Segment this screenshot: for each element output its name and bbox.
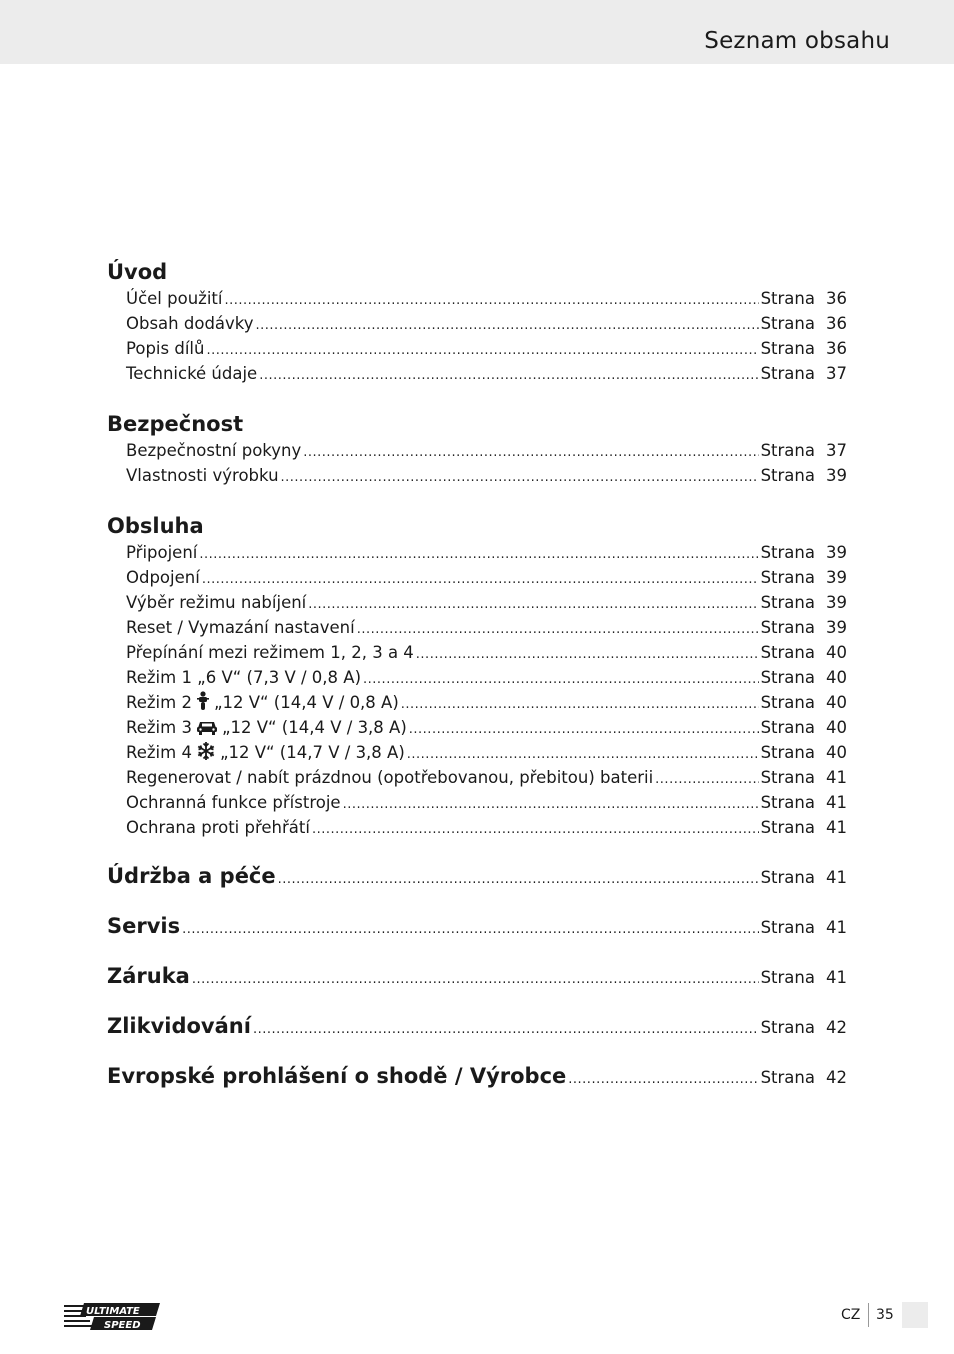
page-number: 41 xyxy=(826,818,847,837)
entry-label: Připojení xyxy=(126,543,198,562)
entry-label: Bezpečnostní pokyny xyxy=(126,441,302,460)
section-heading: Záruka xyxy=(107,964,190,988)
strana-label: Strana xyxy=(760,364,815,383)
page-number-footer: 35 xyxy=(876,1307,894,1323)
strana-label: Strana xyxy=(760,968,815,987)
toc-entry[interactable] xyxy=(107,615,847,640)
svg-text:ULTIMATE: ULTIMATE xyxy=(86,1306,140,1317)
dot-leader xyxy=(416,642,759,667)
entry-label: Popis dílů xyxy=(126,339,205,358)
page-number: 41 xyxy=(826,918,847,937)
dot-leader xyxy=(281,465,759,490)
dot-leader xyxy=(568,1066,758,1094)
dot-leader xyxy=(253,1016,759,1044)
entry-label: Režim 1 „6 V“ (7,3 V / 0,8 A) xyxy=(126,668,362,687)
page-number: 37 xyxy=(826,441,847,460)
toc-major-prohlaseni[interactable] xyxy=(107,1062,847,1090)
dot-leader xyxy=(202,567,759,592)
page-number: 39 xyxy=(826,568,847,587)
dot-leader xyxy=(259,363,758,388)
dot-leader xyxy=(401,692,759,717)
table-of-contents xyxy=(107,258,847,1112)
page-number: 36 xyxy=(826,339,847,358)
page-number: 42 xyxy=(826,1068,847,1087)
entry-label xyxy=(126,715,407,743)
section-heading: Obsluha xyxy=(107,514,204,538)
toc-entry[interactable] xyxy=(107,690,847,715)
motorcycle-icon xyxy=(196,691,210,718)
section-heading: Údržba a péče xyxy=(107,864,276,888)
strana-label: Strana xyxy=(760,618,815,637)
dot-leader xyxy=(224,288,758,313)
strana-label: Strana xyxy=(760,643,815,662)
entry-list xyxy=(107,540,847,840)
toc-major-zaruka[interactable] xyxy=(107,962,847,990)
toc-entry[interactable] xyxy=(107,790,847,815)
ultimate-speed-logo xyxy=(64,1302,162,1332)
page-number: 42 xyxy=(826,1018,847,1037)
page-number: 40 xyxy=(826,693,847,712)
page-number: 40 xyxy=(826,718,847,737)
dot-leader xyxy=(409,717,759,742)
toc-entry[interactable] xyxy=(107,286,847,311)
section-heading: Úvod xyxy=(107,260,168,284)
strana-label: Strana xyxy=(760,918,815,937)
strana-label: Strana xyxy=(760,768,815,787)
entry-label: Vlastnosti výrobku xyxy=(126,466,279,485)
strana-label: Strana xyxy=(760,818,815,837)
toc-major-servis[interactable] xyxy=(107,912,847,940)
dot-leader xyxy=(278,866,759,894)
entry-list xyxy=(107,286,847,386)
dot-leader xyxy=(357,617,759,642)
entry-label xyxy=(126,740,405,768)
toc-entry[interactable] xyxy=(107,765,847,790)
snowflake-icon xyxy=(196,741,216,768)
entry-label: Účel použití xyxy=(126,289,223,308)
dot-leader xyxy=(303,440,758,465)
strana-label: Strana xyxy=(760,466,815,485)
mode-spec: „12 V“ (14,4 V / 0,8 A) xyxy=(213,693,399,712)
section-heading: Zlikvidování xyxy=(107,1014,251,1038)
dot-leader xyxy=(308,592,758,617)
toc-entry[interactable] xyxy=(107,740,847,765)
dot-leader xyxy=(363,667,759,692)
mode-label: Režim 3 xyxy=(126,718,192,737)
strana-label: Strana xyxy=(760,718,815,737)
footer-tab-marker xyxy=(902,1302,928,1328)
section-heading: Evropské prohlášení o shodě / Výrobce xyxy=(107,1064,567,1088)
toc-entry[interactable] xyxy=(107,590,847,615)
svg-text:SPEED: SPEED xyxy=(104,1320,141,1331)
strana-label: Strana xyxy=(760,593,815,612)
entry-label: Technické údaje xyxy=(126,364,258,383)
strana-label: Strana xyxy=(760,543,815,562)
toc-section-bezpecnost xyxy=(107,410,847,488)
toc-entry[interactable] xyxy=(107,665,847,690)
strana-label: Strana xyxy=(760,693,815,712)
page-number: 41 xyxy=(826,868,847,887)
entry-label: Reset / Vymazání nastavení xyxy=(126,618,355,637)
mode-label: Režim 4 xyxy=(126,743,192,762)
dot-leader xyxy=(256,313,759,338)
page-number: 41 xyxy=(826,768,847,787)
page-number: 41 xyxy=(826,793,847,812)
entry-label: Regenerovat / nabít prázdnou (opotřebovanou, přebitou) baterii xyxy=(126,768,654,787)
toc-major-zlikvidovani[interactable] xyxy=(107,1012,847,1040)
toc-entry[interactable] xyxy=(107,715,847,740)
strana-label: Strana xyxy=(760,1068,815,1087)
page-number: 39 xyxy=(826,593,847,612)
mode-spec: „12 V“ (14,7 V / 3,8 A) xyxy=(219,743,405,762)
entry-label: Odpojení xyxy=(126,568,200,587)
page-number: 36 xyxy=(826,314,847,333)
dot-leader xyxy=(343,792,759,817)
page-number: 41 xyxy=(826,968,847,987)
dot-leader xyxy=(199,542,758,567)
toc-section-obsluha xyxy=(107,512,847,840)
strana-label: Strana xyxy=(760,668,815,687)
strana-label: Strana xyxy=(760,441,815,460)
strana-label: Strana xyxy=(760,339,815,358)
page-title: Seznam obsahu xyxy=(704,28,890,54)
section-heading: Servis xyxy=(107,914,181,938)
toc-entry[interactable] xyxy=(107,815,847,840)
toc-entry[interactable] xyxy=(107,640,847,665)
toc-section-uvod xyxy=(107,258,847,386)
strana-label: Strana xyxy=(760,314,815,333)
strana-label: Strana xyxy=(760,868,815,887)
dot-leader xyxy=(182,916,758,944)
entry-list xyxy=(107,438,847,488)
page-number: 36 xyxy=(826,289,847,308)
toc-entry[interactable] xyxy=(107,336,847,361)
header-band xyxy=(0,0,954,64)
toc-entry[interactable] xyxy=(107,463,847,488)
entry-label: Výběr režimu nabíjení xyxy=(126,593,307,612)
entry-label: Ochranná funkce přístroje xyxy=(126,793,341,812)
entry-label: Přepínání mezi režimem 1, 2, 3 a 4 xyxy=(126,643,414,662)
toc-entry[interactable] xyxy=(107,540,847,565)
dot-leader xyxy=(192,966,759,994)
entry-label xyxy=(126,690,399,718)
section-heading: Bezpečnost xyxy=(107,412,244,436)
toc-entry[interactable] xyxy=(107,438,847,463)
dot-leader xyxy=(407,742,759,767)
page-number: 39 xyxy=(826,618,847,637)
language-code: CZ xyxy=(841,1307,861,1323)
entry-label: Obsah dodávky xyxy=(126,314,254,333)
page-number: 39 xyxy=(826,466,847,485)
footer-divider xyxy=(868,1303,869,1327)
mode-label: Režim 2 xyxy=(126,693,192,712)
toc-entry[interactable] xyxy=(107,311,847,336)
strana-label: Strana xyxy=(760,289,815,308)
page-number: 37 xyxy=(826,364,847,383)
toc-major-udrzba[interactable] xyxy=(107,862,847,890)
strana-label: Strana xyxy=(760,1018,815,1037)
entry-label: Ochrana proti přehřátí xyxy=(126,818,310,837)
toc-entry[interactable] xyxy=(107,565,847,590)
toc-entry[interactable] xyxy=(107,361,847,386)
dot-leader xyxy=(312,817,759,842)
page-number: 40 xyxy=(826,743,847,762)
dot-leader xyxy=(206,338,758,363)
mode-spec: „12 V“ (14,4 V / 3,8 A) xyxy=(221,718,407,737)
page-number: 40 xyxy=(826,668,847,687)
strana-label: Strana xyxy=(760,568,815,587)
dot-leader xyxy=(655,767,758,792)
page-number: 40 xyxy=(826,643,847,662)
strana-label: Strana xyxy=(760,793,815,812)
page-number: 39 xyxy=(826,543,847,562)
strana-label: Strana xyxy=(760,743,815,762)
